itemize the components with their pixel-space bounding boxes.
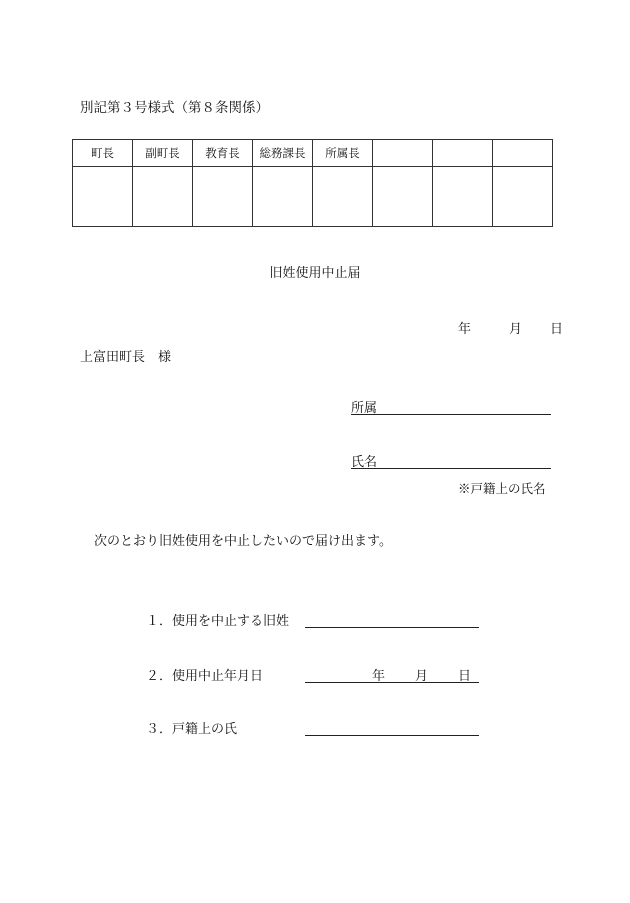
approval-header-blank-2 (433, 140, 493, 167)
item-2-month-label: 月 (415, 669, 429, 684)
stamp-cell[interactable] (253, 167, 313, 227)
name-note: ※戸籍上の氏名 (458, 481, 546, 496)
affiliation-label: 所属 (351, 401, 378, 416)
stamp-cell[interactable] (433, 167, 493, 227)
date-month-label: 月 (509, 322, 523, 337)
item-2-field[interactable] (305, 665, 479, 683)
stamp-cell[interactable] (73, 167, 133, 227)
approval-header-superintendent: 教育長 (193, 140, 253, 167)
form-number: 別記第３号様式（第８条関係） (80, 100, 269, 116)
document-title: 旧姓使用中止届 (269, 266, 361, 281)
item-1-field[interactable] (305, 610, 479, 628)
approval-header-blank-3 (493, 140, 553, 167)
approval-header-deputy-mayor: 副町長 (133, 140, 193, 167)
item-1-label: １．使用を中止する旧姓 (146, 614, 290, 629)
approval-stamp-row (73, 167, 553, 227)
approval-header-mayor: 町長 (73, 140, 133, 167)
item-2-day-label: 日 (458, 669, 472, 684)
date-year-label: 年 (458, 322, 472, 337)
item-3-label: ３．戸籍上の氏 (146, 722, 238, 737)
item-2-year-label: 年 (372, 669, 386, 684)
item-3-field[interactable] (305, 718, 479, 736)
item-2-label: ２．使用中止年月日 (146, 669, 264, 684)
name-label: 氏名 (351, 455, 378, 470)
stamp-cell[interactable] (493, 167, 553, 227)
date-day-label: 日 (550, 322, 564, 337)
approval-header-general-affairs-chief: 総務課長 (253, 140, 313, 167)
approval-header-row (73, 140, 553, 167)
submission-date (458, 318, 563, 337)
stamp-cell[interactable] (133, 167, 193, 227)
stamp-cell[interactable] (373, 167, 433, 227)
approval-header-blank-1 (373, 140, 433, 167)
name-field[interactable] (351, 451, 551, 469)
item-2-date (372, 665, 471, 684)
affiliation-field[interactable] (351, 397, 551, 415)
body-text: 次のとおり旧姓使用を中止したいので届け出ます。 (94, 534, 392, 549)
stamp-cell[interactable] (193, 167, 253, 227)
stamp-cell[interactable] (313, 167, 373, 227)
approval-stamp-table (72, 139, 553, 227)
addressee: 上富田町長 様 (80, 350, 172, 365)
approval-header-department-head: 所属長 (313, 140, 373, 167)
